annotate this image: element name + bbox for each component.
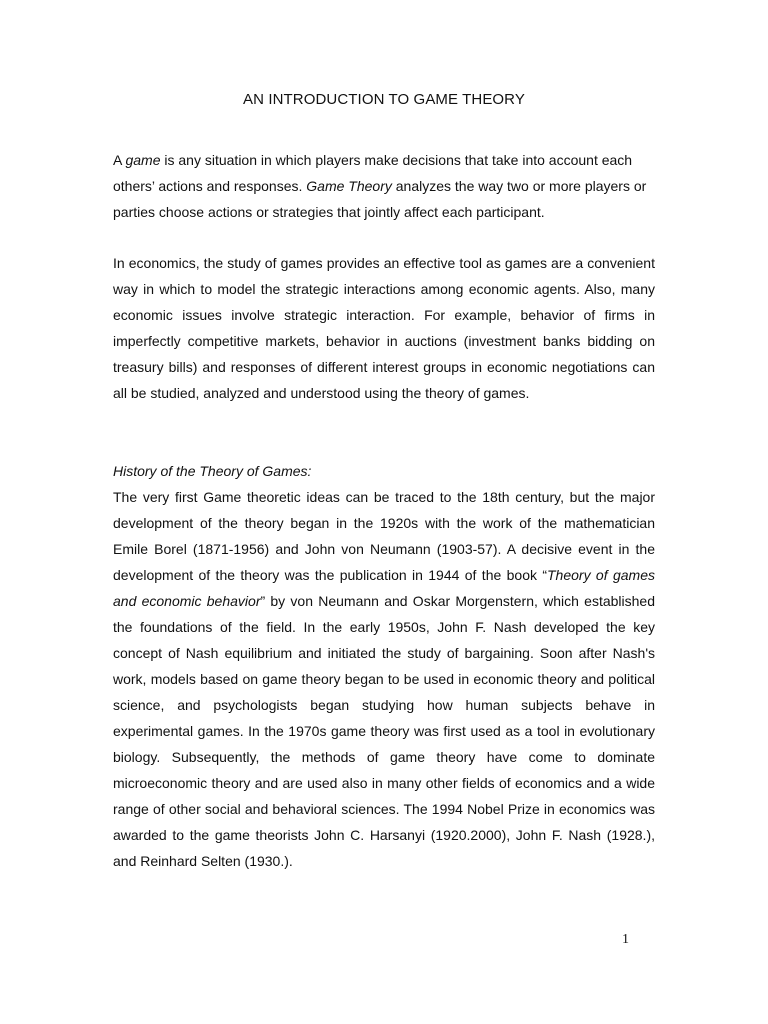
paragraph-text: The very first Game theoretic ideas can be traced to the 18th century, but the major development of the theory began in the 1920s with the work of the mathematician Emile Borel (1871-1956) and John von Neumann (1903-57). A decisive event in the development of the theory was the publication in 1944 of the book “: [113, 489, 655, 583]
paragraph-game-definition: [113, 147, 655, 225]
term-game-theory: Game Theory: [306, 178, 392, 194]
paragraph-text: analyzes the way two or more players or parties choose actions or strategies that jointly affect each participant.: [113, 178, 647, 220]
page-number: 1: [622, 932, 629, 947]
document-title: AN INTRODUCTION TO GAME THEORY: [243, 91, 525, 108]
term-game: game: [125, 152, 161, 168]
section-heading-history: History of the Theory of Games:: [113, 463, 312, 479]
paragraph-text: is any situation in which players make decisions that take into account each others’ actions and responses.: [113, 152, 633, 194]
paragraph-history: [113, 484, 655, 874]
paragraph-economics: In economics, the study of games provides an effective tool as games are a convenient way in which to model the strategic interactions among economic agents. Also, many economic issues involve strategic interaction. For example, behavior of firms in imperfectly competitive markets, behavior in auctions (investment banks bidding on treasury bills) and responses of different interest groups in economic negotiations can all be studied, analyzed and understood using the theory of games.: [113, 255, 655, 401]
book-title: Theory of games and economic behavior: [113, 567, 655, 609]
paragraph-text: A: [113, 152, 126, 168]
paragraph-text: ” by von Neumann and Oskar Morgenstern, which established the foundations of the field. In the early 1950s, John F. Nash developed the key concept of Nash equilibrium and initiated the study of bargaining. Soon after Nash's work, models based on game theory began to be used in economic theory and political science, and psychologists began studying how human subjects behave in experimental games. In the 1970s game theory was first used as a tool in evolutionary biology. Subsequently, the methods of game theory have come to dominate microeconomic theory and are used also in many other fields of economics and a wide range of other social and behavioral sciences. The 1994 Nobel Prize in economics was awarded to the game theorists John C. Harsanyi (1920.2000), John F. Nash (1928.), and Reinhard Selten (1930.).: [113, 593, 655, 869]
